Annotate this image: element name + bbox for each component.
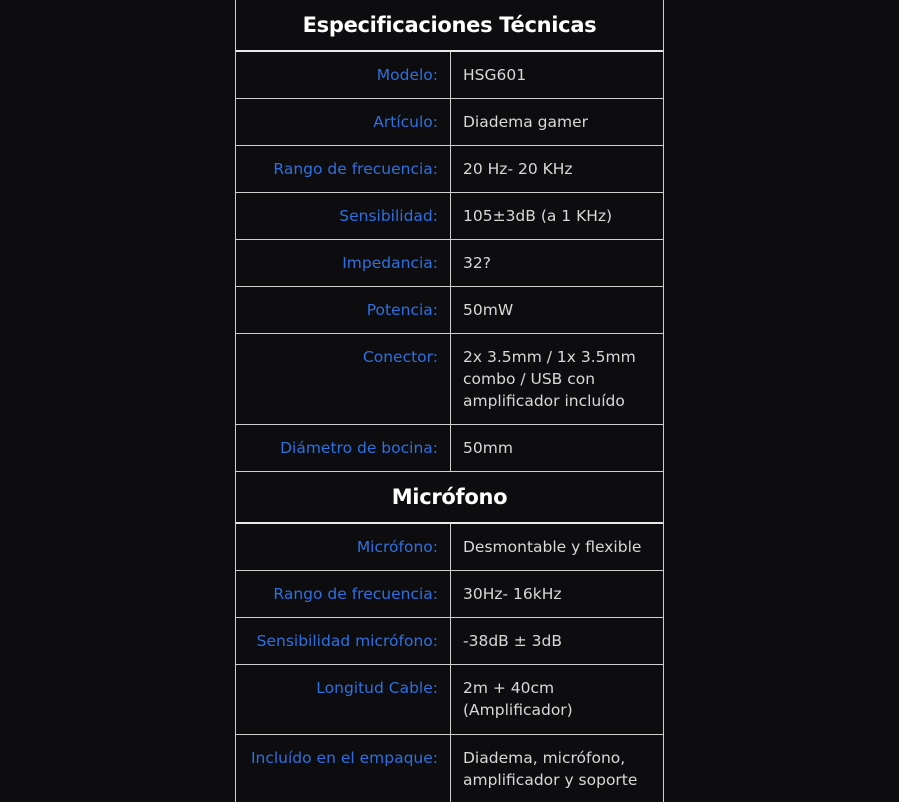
- row-label: Longitud Cable:: [236, 665, 451, 734]
- table-row: [236, 240, 663, 287]
- row-label: Rango de frecuencia:: [236, 146, 451, 192]
- row-label: Diámetro de bocina:: [236, 425, 451, 471]
- section-title-specs: Especificaciones Técnicas: [236, 0, 663, 52]
- row-value: Diadema gamer: [463, 113, 588, 131]
- table-row: [236, 287, 663, 334]
- table-row: [236, 99, 663, 146]
- row-label: Sensibilidad micrófono:: [236, 618, 451, 664]
- spec-table: [235, 0, 664, 802]
- row-value: 30Hz- 16kHz: [463, 585, 562, 603]
- row-label: Rango de frecuencia:: [236, 571, 451, 617]
- row-label: Artículo:: [236, 99, 451, 145]
- table-row: [236, 524, 663, 571]
- table-row: [236, 735, 663, 802]
- table-row: [236, 571, 663, 618]
- section-title-microphone: Micrófono: [236, 472, 663, 524]
- row-label: Incluído en el empaque:: [236, 735, 451, 802]
- row-label: Impedancia:: [236, 240, 451, 286]
- row-value: Desmontable y flexible: [463, 538, 642, 556]
- row-value: 20 Hz- 20 KHz: [463, 160, 573, 178]
- row-value: 105±3dB (a 1 KHz): [463, 207, 613, 225]
- table-row: [236, 52, 663, 99]
- table-row: [236, 665, 663, 735]
- row-value: -38dB ± 3dB: [463, 632, 562, 650]
- row-value: HSG601: [463, 66, 527, 84]
- row-value: 2m + 40cm (Amplificador): [463, 679, 573, 719]
- row-label: Potencia:: [236, 287, 451, 333]
- table-row: [236, 193, 663, 240]
- row-value: 2x 3.5mm / 1x 3.5mm combo / USB con amplificador incluído: [463, 348, 636, 410]
- row-value: 50mm: [463, 439, 513, 457]
- row-label: Conector:: [236, 334, 451, 424]
- row-label: Sensibilidad:: [236, 193, 451, 239]
- table-row: [236, 618, 663, 665]
- table-row: [236, 425, 663, 472]
- row-label: Micrófono:: [236, 524, 451, 570]
- row-value: Diadema, micrófono, amplificador y soporte: [463, 749, 638, 789]
- table-row: [236, 334, 663, 425]
- row-label: Modelo:: [236, 52, 451, 98]
- row-value: 32?: [463, 254, 491, 272]
- row-value: 50mW: [463, 301, 514, 319]
- table-row: [236, 146, 663, 193]
